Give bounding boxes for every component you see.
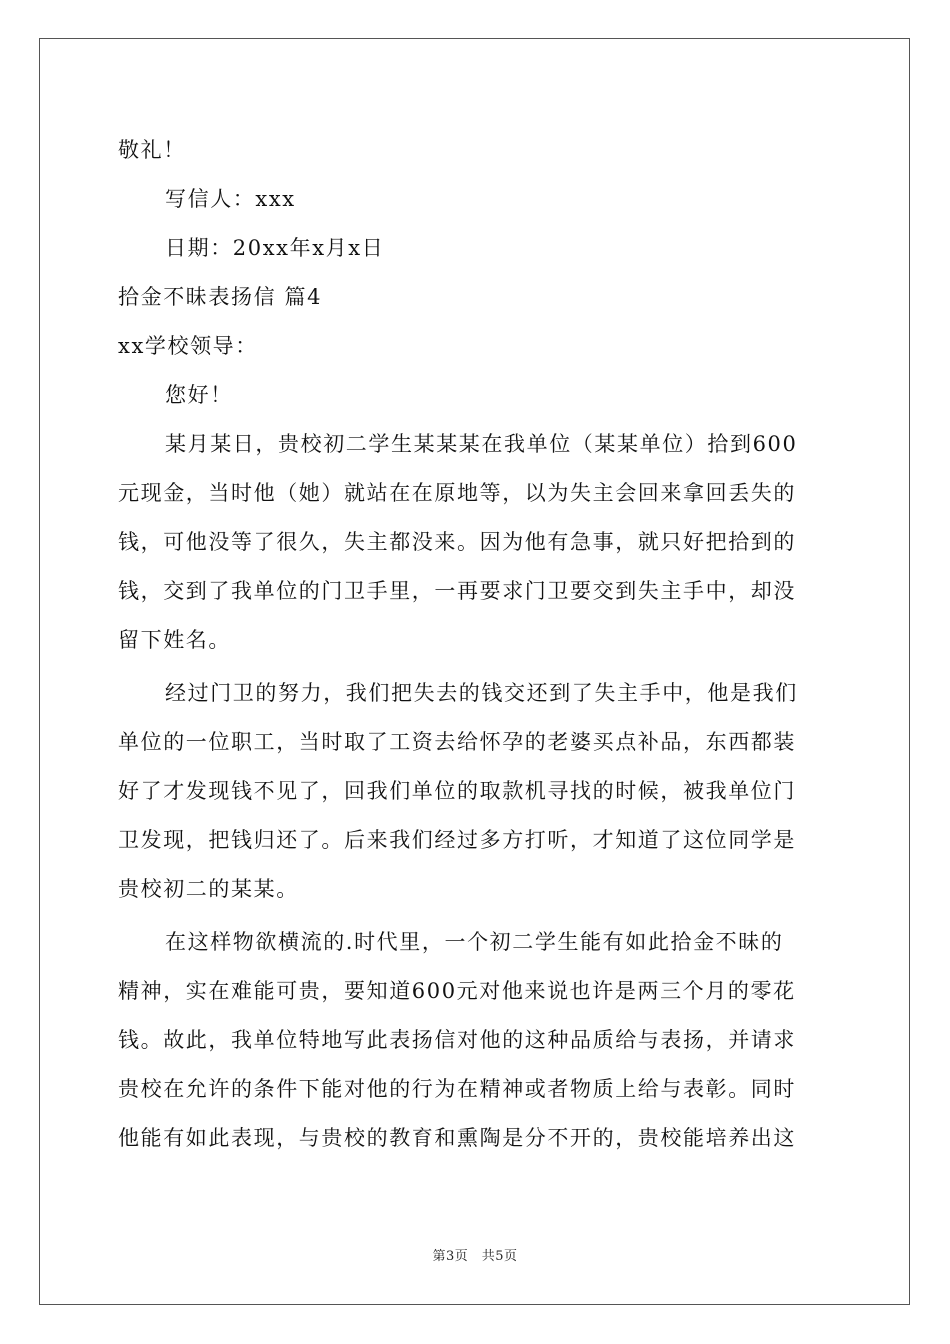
paragraph-line: 在这样物欲横流的.时代里，一个初二学生能有如此拾金不昧的 — [165, 930, 784, 954]
paragraph-line: 单位的一位职工，当时取了工资去给怀孕的老婆买点补品，东西都装 — [118, 730, 796, 754]
paragraph-line: 他能有如此表现，与贵校的教育和熏陶是分不开的，贵校能培养出这 — [118, 1126, 796, 1150]
paragraph-line: 经过门卫的努力，我们把失去的钱交还到了失主手中，他是我们 — [165, 681, 798, 705]
paragraph-line: 某月某日，贵校初二学生某某某在我单位（某某单位）拾到600 — [165, 432, 798, 456]
paragraph-line: 贵校在允许的条件下能对他的行为在精神或者物质上给与表彰。同时 — [118, 1077, 796, 1101]
paragraph-line: 钱。故此，我单位特地写此表扬信对他的这种品质给与表扬，并请求 — [118, 1028, 796, 1052]
page-number: 第3页 共5页 — [432, 1249, 518, 1264]
paragraph-1 — [118, 420, 834, 665]
paragraph-line: 好了才发现钱不见了，回我们单位的取款机寻找的时候，被我单位门 — [118, 779, 796, 803]
paragraph-line: 卫发现，把钱归还了。后来我们经过多方打听，才知道了这位同学是 — [118, 828, 796, 852]
paragraph-line: 钱，交到了我单位的门卫手里，一再要求门卫要交到失主手中，却没 — [118, 579, 796, 603]
paragraph-line: 留下姓名。 — [118, 628, 231, 652]
addressee-line: xx学校领导： — [118, 334, 258, 358]
paragraph-line: 元现金，当时他（她）就站在在原地等，以为失主会回来拿回丢失的 — [118, 481, 796, 505]
paragraph-line: 贵校初二的某某。 — [118, 877, 299, 901]
date-line: 日期：20xx年x月x日 — [165, 236, 385, 260]
letter-heading: 拾金不昧表扬信 篇4 — [118, 285, 323, 309]
closing-line: 敬礼！ — [118, 138, 186, 162]
paragraph-line: 钱，可他没等了很久，失主都没来。因为他有急事，就只好把拾到的 — [118, 530, 796, 554]
greeting-line: 您好！ — [165, 383, 233, 407]
paragraph-line: 精神，实在难能可贵，要知道600元对他来说也许是两三个月的零花 — [118, 979, 796, 1003]
paragraph-3 — [118, 918, 834, 1163]
paragraph-2 — [118, 669, 834, 914]
signature-line: 写信人：xxx — [165, 187, 296, 211]
letter-body — [118, 126, 834, 1163]
